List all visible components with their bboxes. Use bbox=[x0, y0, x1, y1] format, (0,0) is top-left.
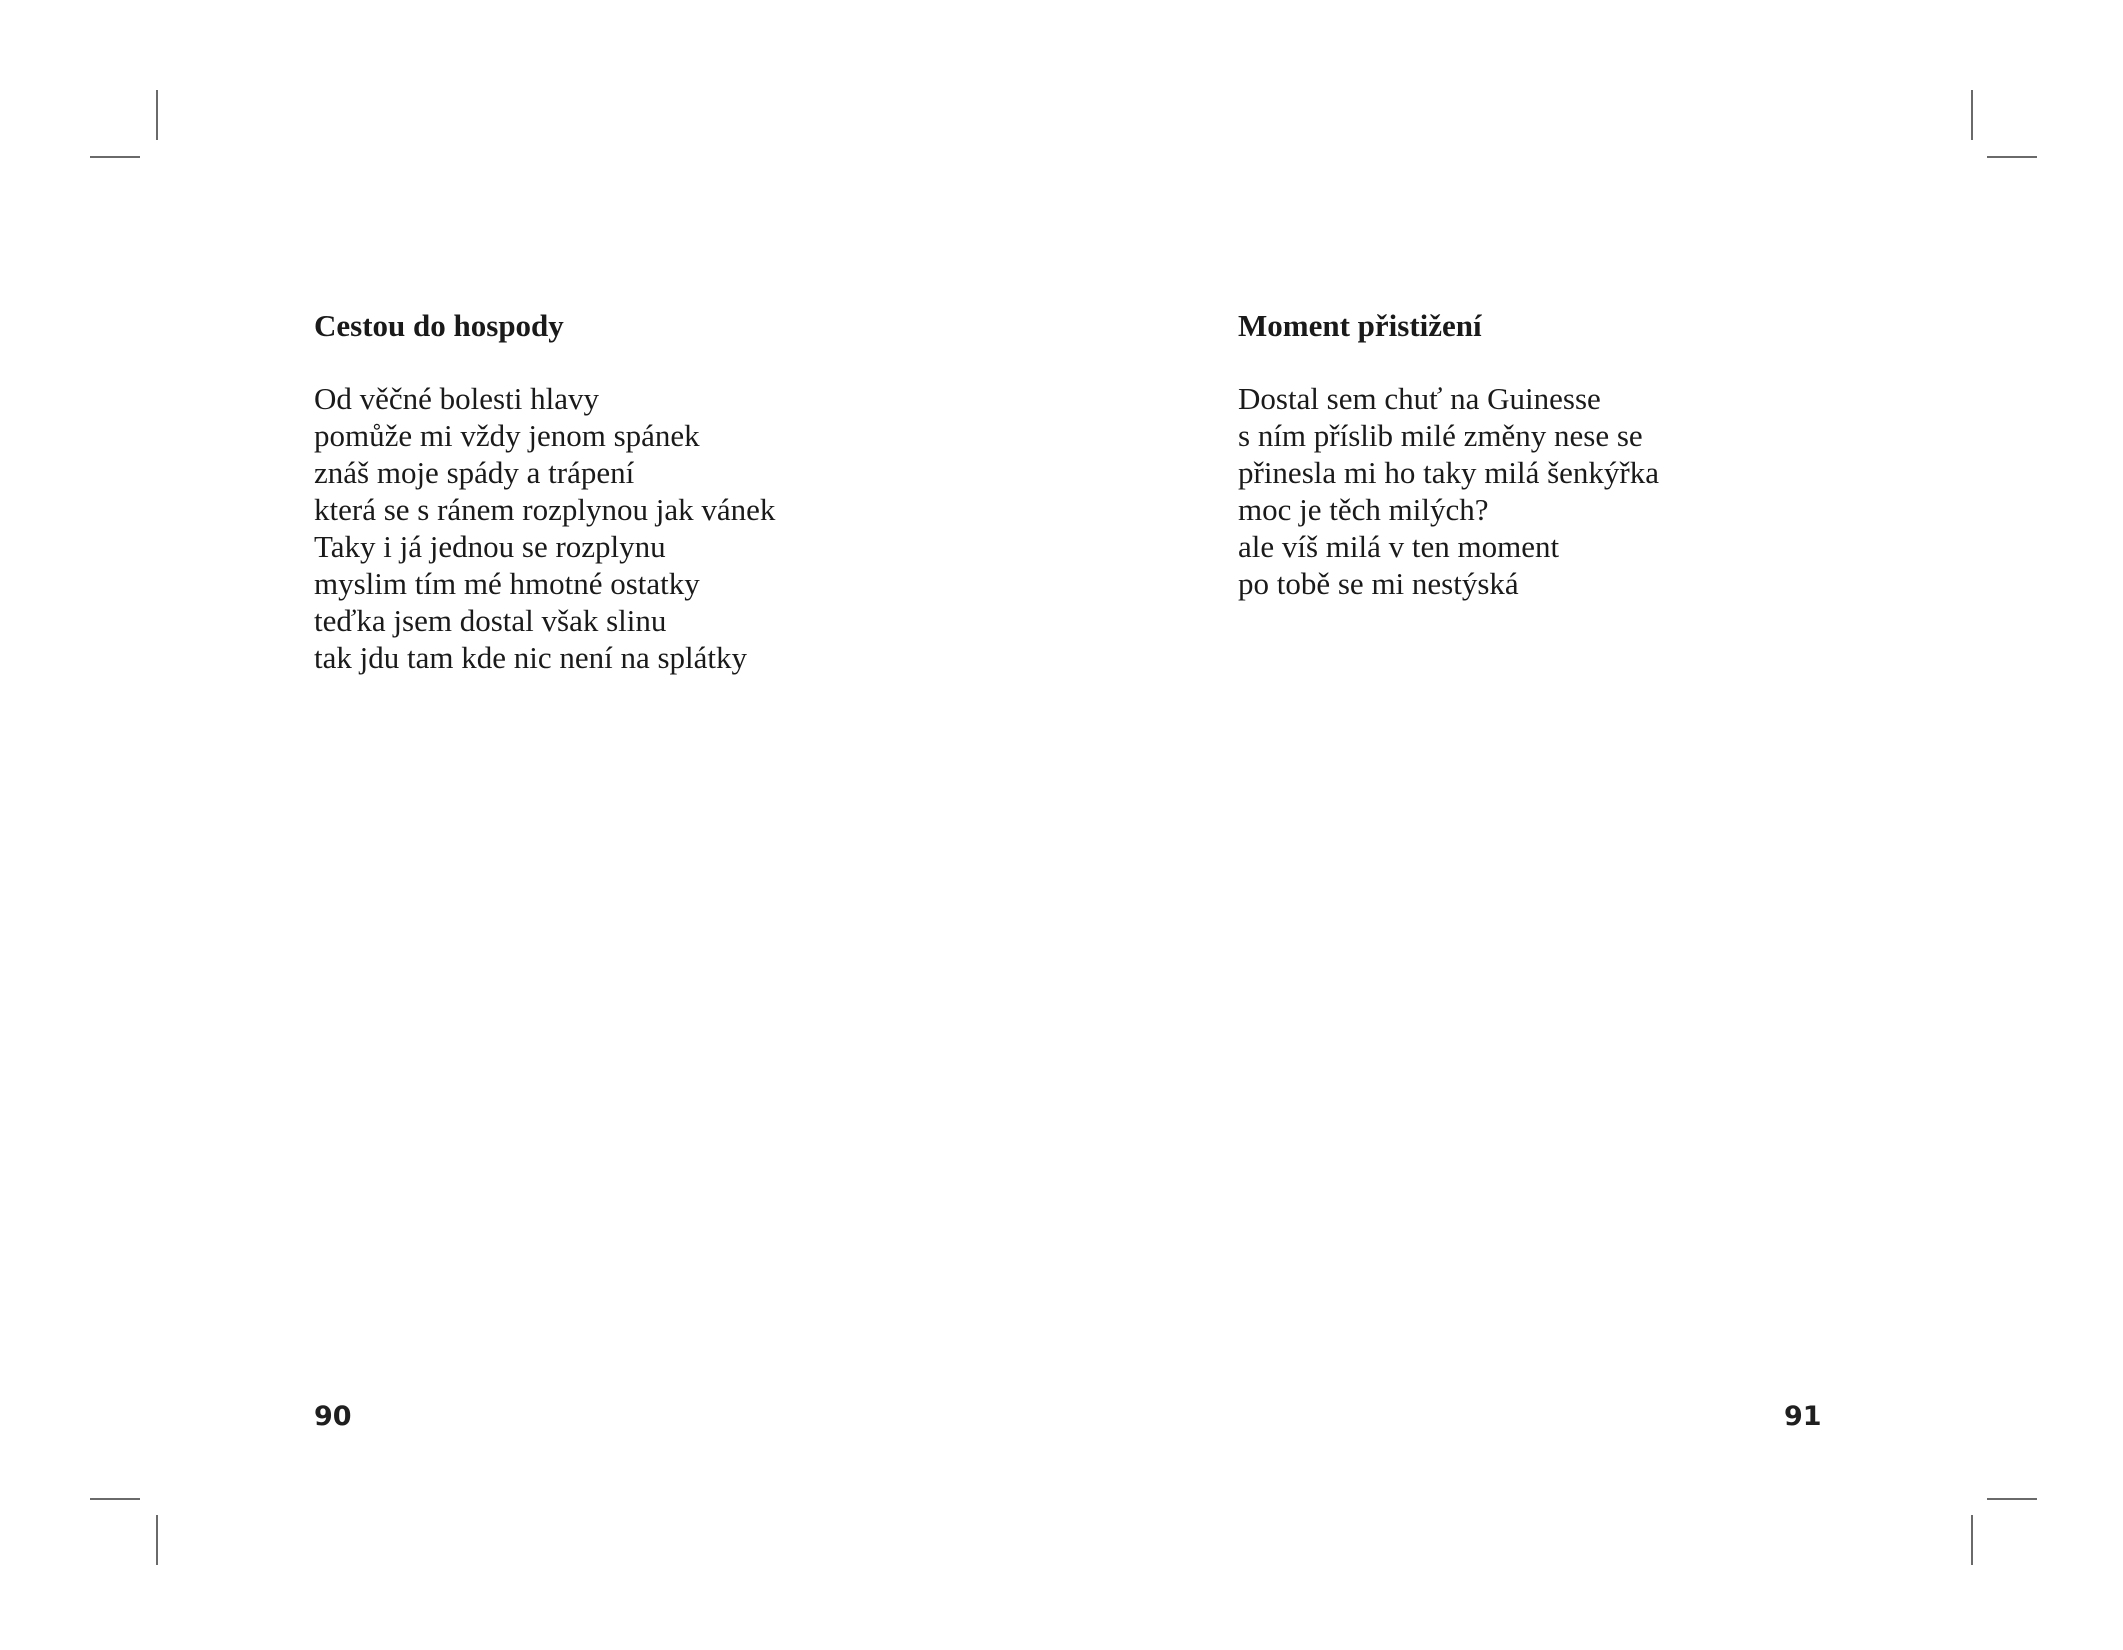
poem-left bbox=[314, 306, 775, 676]
poem-line: Taky i já jednou se rozplynu bbox=[314, 529, 666, 564]
poem-line: znáš moje spády a trápení bbox=[314, 455, 635, 490]
left-page bbox=[0, 0, 1061, 1650]
poem-line: přinesla mi ho taky milá šenkýřka bbox=[1238, 455, 1659, 490]
poem-line: s ním příslib milé změny nese se bbox=[1238, 418, 1643, 453]
page-number-right: 91 bbox=[1784, 1401, 1822, 1432]
poem-line: ale víš milá v ten moment bbox=[1238, 529, 1560, 564]
poem-title-right: Moment přistižení bbox=[1238, 308, 1482, 343]
poem-line: moc je těch milých? bbox=[1238, 492, 1489, 527]
poem-line: myslim tím mé hmotné ostatky bbox=[314, 566, 700, 601]
poem-lines-right bbox=[1238, 380, 1659, 602]
poem-line: po tobě se mi nestýská bbox=[1238, 566, 1519, 601]
poem-line: Od věčné bolesti hlavy bbox=[314, 381, 599, 416]
poem-right bbox=[1238, 306, 1659, 602]
poem-title-left: Cestou do hospody bbox=[314, 308, 564, 343]
poem-line: pomůže mi vždy jenom spánek bbox=[314, 418, 700, 453]
poem-line: teďka jsem dostal však slinu bbox=[314, 603, 667, 638]
page-number-left: 90 bbox=[314, 1401, 352, 1432]
right-page bbox=[1061, 0, 2123, 1650]
poem-lines-left bbox=[314, 380, 775, 676]
poem-line: která se s ránem rozplynou jak vánek bbox=[314, 492, 776, 527]
poem-line: tak jdu tam kde nic není na splátky bbox=[314, 640, 748, 675]
poem-line: Dostal sem chuť na Guinesse bbox=[1238, 381, 1601, 416]
